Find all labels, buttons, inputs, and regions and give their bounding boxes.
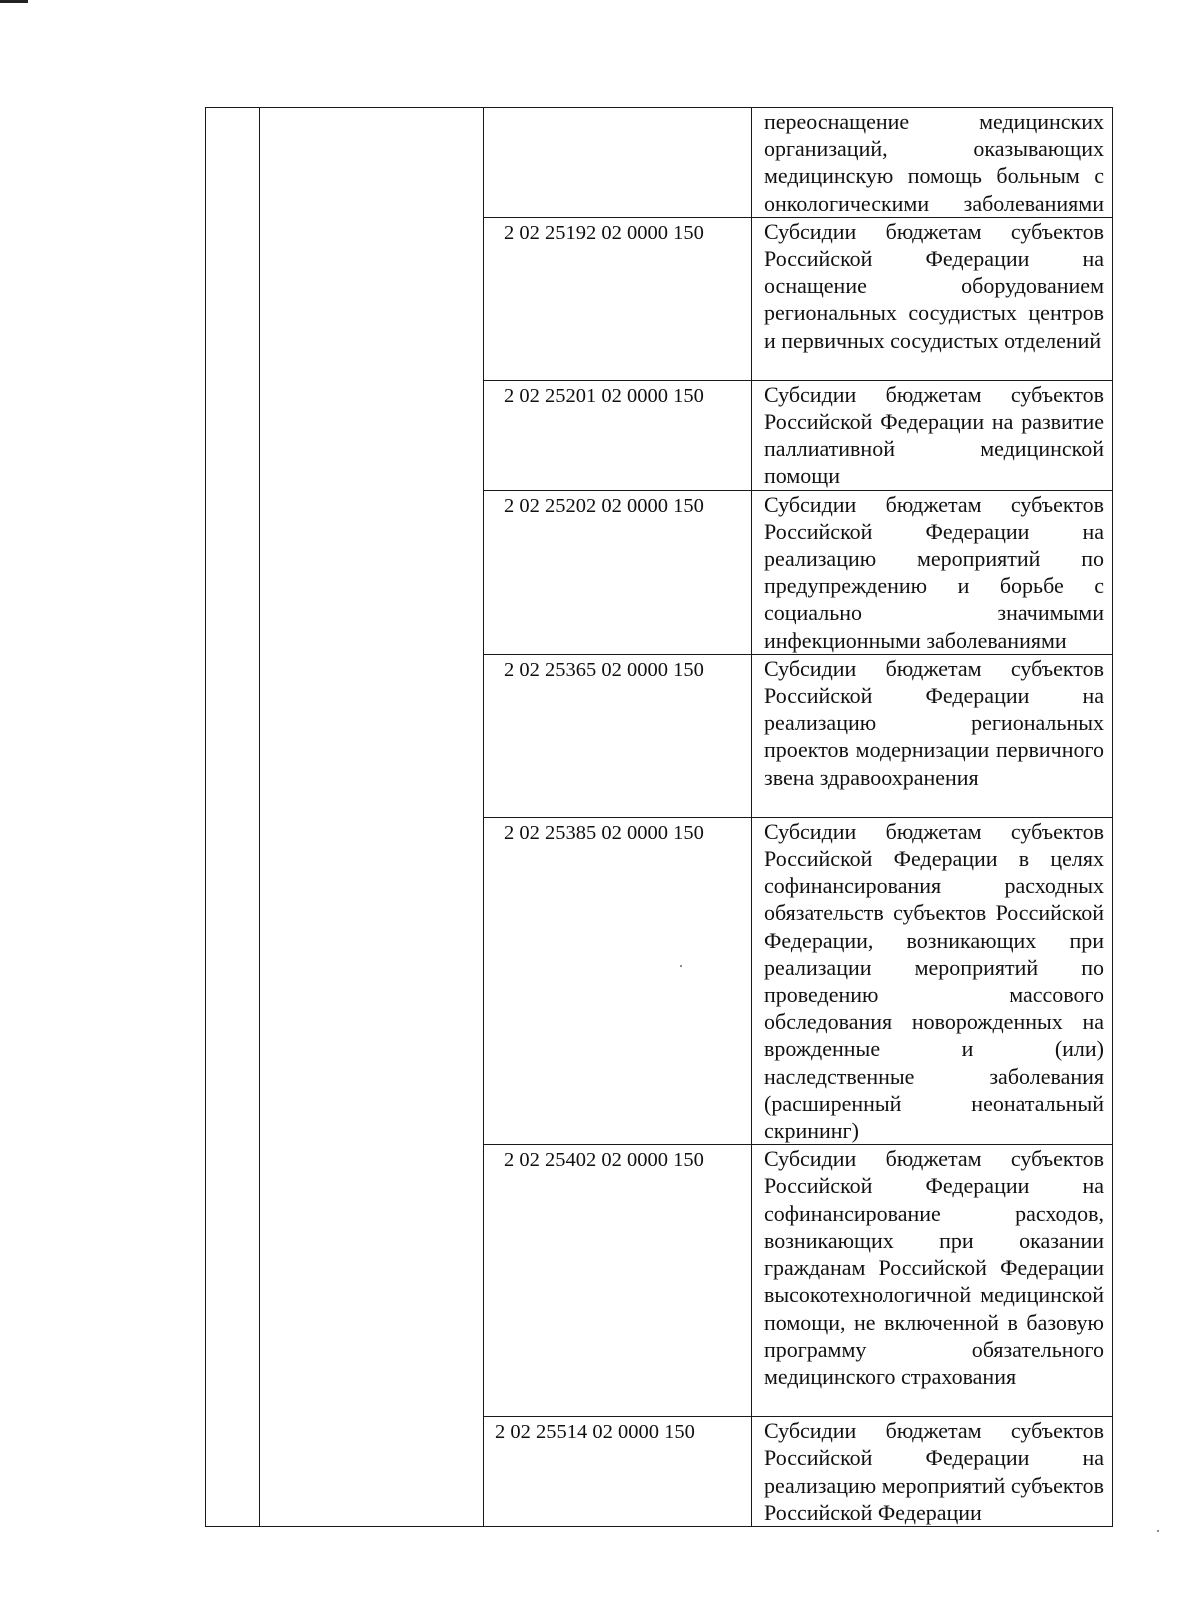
scan-edge-mark	[0, 0, 28, 3]
income-description: Субсидии бюджетам субъектов Российской Федерации на реализацию мероприятий субъектов Российской Федерации	[764, 1418, 1104, 1525]
code-cell	[484, 380, 752, 490]
income-description: Субсидии бюджетам субъектов Российской Федерации на софинансирование расходов, возникающих при оказании гражданам Российской Федерации высокотехнологичной медицинской помощи, не включенной в базовую программу обязательного медицинского страхования	[764, 1146, 1104, 1389]
description-cell	[752, 1145, 1113, 1417]
code-cell	[484, 108, 752, 218]
budget-code-table	[205, 107, 1113, 1527]
income-description: Субсидии бюджетам субъектов Российской Федерации на реализацию мероприятий по предупреждению и борьбе с социально значимыми инфекционными заболеваниями	[764, 491, 1104, 653]
income-description: Субсидии бюджетам субъектов Российской Федерации на оснащение оборудованием региональных сосудистых центров и первичных сосудистых отделений	[764, 218, 1104, 353]
income-description: Субсидии бюджетам субъектов Российской Федерации в целях софинансирования расходных обязательств субъектов Российской Федерации, возникающих при реализации мероприятий по проведению массового обследования новорожденных на врожденные и (или) наследственные заболевания (расширенный неонатальный скрининг)	[764, 818, 1104, 1144]
income-code: 2 02 25514 02 0000 150	[495, 1421, 695, 1444]
income-description: Субсидии бюджетам субъектов Российской Федерации на реализацию региональных проектов модернизации первичного звена здравоохранения	[764, 655, 1104, 790]
description-cell	[752, 1417, 1113, 1527]
code-cell	[484, 654, 752, 817]
code-cell	[484, 490, 752, 654]
scan-speck	[1157, 1530, 1159, 1532]
description-cell	[752, 380, 1113, 490]
income-code: 2 02 25365 02 0000 150	[504, 658, 704, 681]
description-cell	[752, 654, 1113, 817]
code-cell	[484, 1417, 752, 1527]
income-code: 2 02 25192 02 0000 150	[504, 221, 704, 244]
blank-cell-admin	[260, 108, 484, 1527]
income-code: 2 02 25385 02 0000 150	[504, 821, 704, 844]
table-row	[206, 108, 1113, 218]
code-cell	[484, 817, 752, 1144]
income-description: Субсидии бюджетам субъектов Российской Федерации на развитие паллиативной медицинской помощи	[764, 381, 1104, 489]
description-cell	[752, 217, 1113, 380]
blank-cell-number	[206, 108, 260, 1527]
income-code	[484, 108, 751, 110]
description-cell	[752, 817, 1113, 1144]
table-body	[206, 108, 1113, 1527]
income-code: 2 02 25202 02 0000 150	[504, 494, 704, 517]
income-code: 2 02 25201 02 0000 150	[504, 384, 704, 407]
income-code: 2 02 25402 02 0000 150	[504, 1149, 704, 1172]
code-cell	[484, 1145, 752, 1417]
description-cell	[752, 108, 1113, 218]
description-cell	[752, 490, 1113, 654]
code-cell	[484, 217, 752, 380]
income-description: переоснащение медицинских организаций, оказывающих медицинскую помощь больным с онкологическими заболеваниями	[764, 109, 1104, 216]
